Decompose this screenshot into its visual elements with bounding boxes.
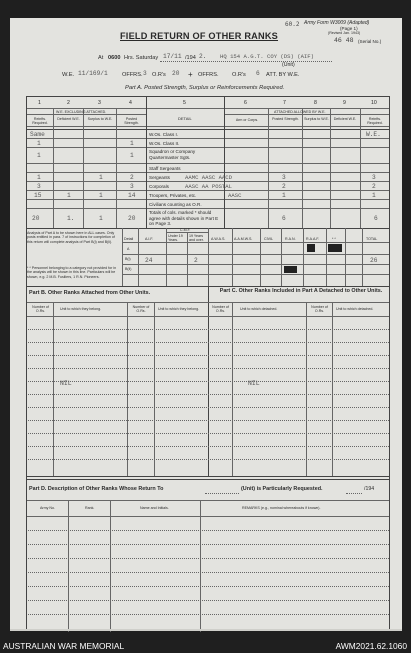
part-d-head: Army No.: [40, 506, 55, 510]
col-number: 1: [38, 100, 41, 106]
cell-value: 1: [37, 174, 41, 181]
row-detail: Staff Sergeants: [149, 166, 181, 171]
analysis-head: C.M.F.: [180, 228, 191, 232]
ors2-label: O.R's: [232, 72, 246, 78]
part-d-date: /194: [364, 486, 375, 492]
col-head: Arm or Corps.: [235, 118, 259, 122]
hrs-saturday-label: Hrs. Saturday: [124, 55, 159, 61]
ors-label: O.R's: [152, 72, 166, 78]
cell-arm: AASC AA POSTAL: [185, 183, 232, 190]
attached-allowed-label: ATTACHED ALLOWED BY W.E.: [274, 110, 326, 114]
part-b-head: Number of O.Rs.: [32, 305, 49, 313]
analysis-value: 24: [145, 257, 153, 264]
col-number: 6: [244, 100, 247, 106]
part-a-heading: Part A. Posted Strength, Surplus or Reinforcements Required.: [125, 85, 285, 91]
analysis-head: R.A.N.: [285, 237, 296, 241]
cell-value: 14: [128, 192, 136, 199]
part-b-head: Unit to which they belong.: [60, 307, 102, 311]
unit-value: HQ 154 A.G.T. COY (DS) (AIF): [220, 53, 314, 60]
col-head: Posted Strength.: [272, 117, 299, 121]
time-value: 0600: [108, 55, 121, 61]
we-value: 11/169/1: [78, 70, 108, 77]
total-value: 20: [128, 215, 136, 222]
footer-accession: AWM2021.62.1060: [335, 641, 407, 651]
unit-label: (Unit): [282, 62, 295, 68]
analysis-row-label: B(i): [125, 257, 131, 261]
part-d-head: Rank.: [85, 506, 95, 510]
cell-value: 1: [37, 152, 41, 159]
row-detail: Civilians counting as O.R.: [149, 202, 202, 207]
analysis-head: CIVIL: [264, 237, 273, 241]
part-c-head: Unit to which detached.: [336, 307, 374, 311]
part-c-head: Number of O.Rs.: [212, 305, 229, 313]
total-value: 6: [374, 215, 378, 222]
form-sheet: [10, 18, 402, 630]
part-b-head: Number of O.Rs.: [132, 305, 150, 313]
cell-value: 1: [67, 192, 71, 199]
analysis-value: 26: [370, 257, 378, 264]
analysis-footnote: * * Personnel belonging to a category not provided for in the analysis will be shown in this line. Particulars will be shown, e.g. 2 M.B. Fusiliers, 1 R.N. Pioneers.: [27, 266, 117, 279]
part-d-heading: Part D. Description of Other Ranks Whose Return To: [29, 486, 164, 492]
row-detail: Troopers, Privates, etc.: [149, 193, 197, 198]
offrs-value: 3: [143, 70, 147, 77]
col-head: Surplus to W.E.: [87, 117, 113, 121]
we-label: W.E.: [62, 72, 75, 78]
col-number: 2: [67, 100, 70, 106]
row-detail: W.Os. Class I.: [149, 132, 179, 137]
page-label: (Page 1): [340, 26, 358, 31]
col-head: Deficient W.E.: [57, 117, 80, 121]
part-d-head: Name and Initials.: [140, 506, 169, 510]
cell-arm: AASC: [228, 192, 242, 199]
cell-value: 2: [282, 183, 286, 190]
col-number: 7: [283, 100, 286, 106]
hand-reference: 60.2: [285, 21, 300, 28]
analysis-row-label: A: [127, 247, 130, 251]
total-value: 6: [282, 215, 286, 222]
analysis-head: A.A.M.W.S.: [234, 237, 253, 241]
analysis-head: Under 19 Years.: [168, 234, 183, 242]
we-excluding-label: W.E. EXCLUDING ATTACHED.: [56, 110, 107, 114]
cell-value: 15: [34, 192, 42, 199]
cell-value: 2: [130, 174, 134, 181]
row-detail: W.Os. Class II.: [149, 141, 180, 146]
analysis-note: Analysis of Part A to be shown here in ALL cases. Only posts entitled in para. 7 of instructions for completion of this return will complete analysis of Part B(i) and B(ii).: [27, 231, 115, 244]
cell-value: 1: [99, 174, 103, 181]
col-number: 10: [371, 100, 377, 106]
form-title: FIELD RETURN OF OTHER RANKS: [120, 31, 279, 41]
cell-value: 1: [130, 152, 134, 159]
cell-value: 3: [282, 174, 286, 181]
redaction-block: [284, 266, 297, 273]
part-b-nil: NIL: [60, 380, 72, 387]
year-prefix: /194: [185, 55, 196, 61]
cell-value: 1: [282, 192, 286, 199]
revised-label: (Revised Jan. 1943): [328, 31, 361, 35]
ors-value: 20: [172, 70, 180, 77]
part-b-heading: Part B. Other Ranks Attached from Other Units.: [29, 290, 151, 296]
at-label: At: [98, 55, 104, 61]
col-number: 5: [183, 100, 186, 106]
footer-source: AUSTRALIAN WAR MEMORIAL: [3, 641, 125, 651]
analysis-value: 2: [194, 257, 198, 264]
col-head: Deficient W.E.: [333, 117, 357, 121]
part-c-head: Unit to which detached.: [240, 307, 278, 311]
analysis-head: A.W.A.S.: [211, 237, 226, 241]
analysis-row-label: B(ii): [125, 267, 132, 271]
cell-value: 1: [37, 140, 41, 147]
part-d-head: REMARKS (e.g., nominal whereabouts if known).: [242, 506, 321, 510]
totals-label: Totals of cols. marked * should agree with details shown in Part E on Page 3.: [149, 210, 219, 227]
cell-value: Same: [30, 131, 45, 138]
detail-header: DETAIL: [178, 116, 192, 121]
col-head: Posted Strength.: [124, 117, 139, 125]
total-value: 1.: [67, 215, 75, 222]
col-number: 4: [129, 100, 132, 106]
part-c-head: Number of O.Rs.: [311, 305, 328, 313]
col-head: Surplus to W.E.: [304, 117, 329, 121]
part-b-head: Unit to which they belong.: [158, 307, 200, 311]
analysis-head: 19 Years and over.: [189, 234, 204, 242]
plus-sign: +: [188, 70, 193, 79]
serial-no-value: 46 48: [334, 36, 354, 44]
date-value: 17/11: [163, 53, 182, 60]
analysis-head: R.A.A.F.: [306, 237, 320, 241]
att-label: ATT. BY W.E.: [266, 72, 300, 78]
total-value: 20: [32, 215, 40, 222]
cell-value: W.E.: [366, 131, 381, 138]
col-head: Reinfts. Required.: [367, 117, 383, 125]
row-detail: Squadron or Company Quartermaster Sgts.: [149, 149, 196, 160]
cell-value: 1: [130, 140, 134, 147]
analysis-head: * *: [332, 237, 336, 241]
analysis-head: A.I.F.: [145, 237, 154, 241]
cell-value: 1: [99, 192, 103, 199]
part-c-heading: Part C. Other Ranks Included in Part A Detached to Other Units.: [219, 288, 383, 294]
cell-value: 2: [372, 183, 376, 190]
analysis-head: TOTAL: [366, 237, 378, 241]
offrs2-label: OFFRS.: [198, 72, 219, 78]
ors2-value: 6: [256, 70, 260, 77]
cell-value: 3: [372, 174, 376, 181]
col-number: 3: [98, 100, 101, 106]
row-detail: Corporals: [149, 184, 169, 189]
redaction-block: [307, 244, 315, 252]
offrs-label: OFFRS.: [122, 72, 143, 78]
page-edge: [10, 629, 402, 631]
archive-footer: [0, 638, 411, 653]
total-value: 1: [99, 215, 103, 222]
cell-value: 1: [372, 192, 376, 199]
cell-arm: AAMC AASC AACD: [185, 174, 232, 181]
col-number: 8: [314, 100, 317, 106]
col-number: 9: [343, 100, 346, 106]
part-c-nil: NIL: [248, 380, 260, 387]
row-detail: Sergeants: [149, 175, 170, 180]
serial-no-label: (Serial No.): [358, 39, 382, 44]
redaction-block: [328, 244, 342, 252]
year-value: 2.: [199, 53, 207, 60]
col-head: Reinfts. Required.: [32, 117, 48, 125]
analysis-head: Detail: [124, 237, 134, 241]
army-form-label: Army Form W3009 (Adapted): [304, 20, 370, 26]
part-d-heading-2: (Unit) is Particularly Requested.: [241, 486, 323, 492]
cell-value: 3: [130, 183, 134, 190]
cell-value: 3: [37, 183, 41, 190]
